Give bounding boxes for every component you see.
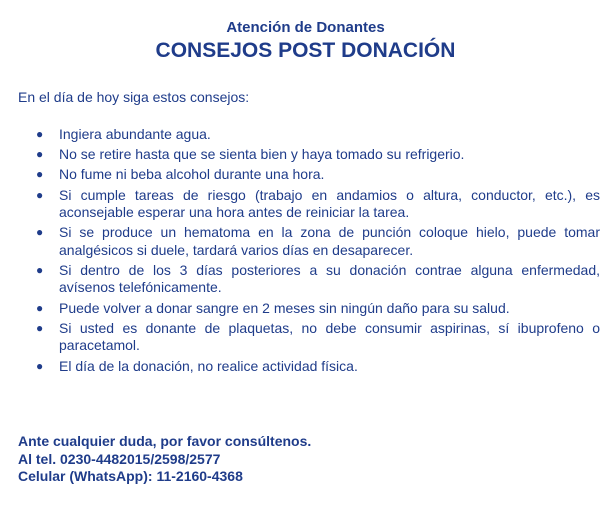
tip-text: Si usted es donante de plaquetas, no debe consumir aspirinas, sí ibuprofeno o paracetamol. — [59, 319, 600, 354]
contact-note: Ante cualquier duda, por favor consúltenos. — [18, 433, 312, 449]
tip-text: El día de la donación, no realice actividad física. — [59, 357, 358, 374]
tip-text: Si cumple tareas de riesgo (trabajo en andamios o altura, conductor, etc.), es aconsejable esperar una hora antes de reiniciar la tarea. — [59, 186, 600, 221]
list-item — [18, 166, 600, 184]
bullet-icon: ● — [36, 187, 44, 202]
list-item — [18, 358, 600, 376]
tip-text: Si se produce un hematoma en la zona de punción coloque hielo, puede tomar analgésicos si duele, tardará varios días en desaparecer. — [59, 224, 600, 258]
tip-text: No fume ni beba alcohol durante una hora. — [59, 166, 325, 183]
contact-info — [18, 433, 311, 486]
tip-text: Puede volver a donar sangre en 2 meses sin ningún daño para su salud. — [59, 299, 510, 316]
contact-phone: Al tel. 0230-4482015/2598/2577 — [18, 450, 221, 467]
bullet-icon: ● — [36, 320, 44, 335]
bullet-icon: ● — [36, 358, 44, 373]
bullet-icon: ● — [36, 127, 44, 141]
intro-text: En el día de hoy siga estos consejos: — [18, 89, 250, 105]
page-subtitle: Atención de Donantes — [226, 19, 385, 36]
tips-list — [18, 126, 600, 378]
bullet-icon: ● — [36, 225, 44, 240]
contact-whatsapp: Celular (WhatsApp): 11-2160-4368 — [18, 468, 243, 484]
list-item — [18, 146, 600, 164]
tip-text: Si dentro de los 3 días posteriores a su donación contrae alguna enfermedad, avísenos telefónicamente. — [59, 261, 600, 296]
bullet-icon: ● — [36, 147, 44, 162]
list-item — [18, 320, 600, 355]
tip-text: No se retire hasta que se sienta bien y haya tomado su refrigerio. — [59, 146, 465, 163]
list-item — [18, 262, 600, 297]
tip-text: Ingiera abundante agua. — [59, 126, 211, 142]
bullet-icon: ● — [36, 262, 44, 277]
bullet-icon: ● — [36, 300, 44, 315]
list-item — [18, 300, 600, 318]
bullet-icon: ● — [36, 167, 44, 182]
list-item — [18, 224, 600, 259]
page-title: CONSEJOS POST DONACIÓN — [155, 39, 456, 62]
list-item — [18, 126, 600, 144]
list-item — [18, 187, 600, 222]
